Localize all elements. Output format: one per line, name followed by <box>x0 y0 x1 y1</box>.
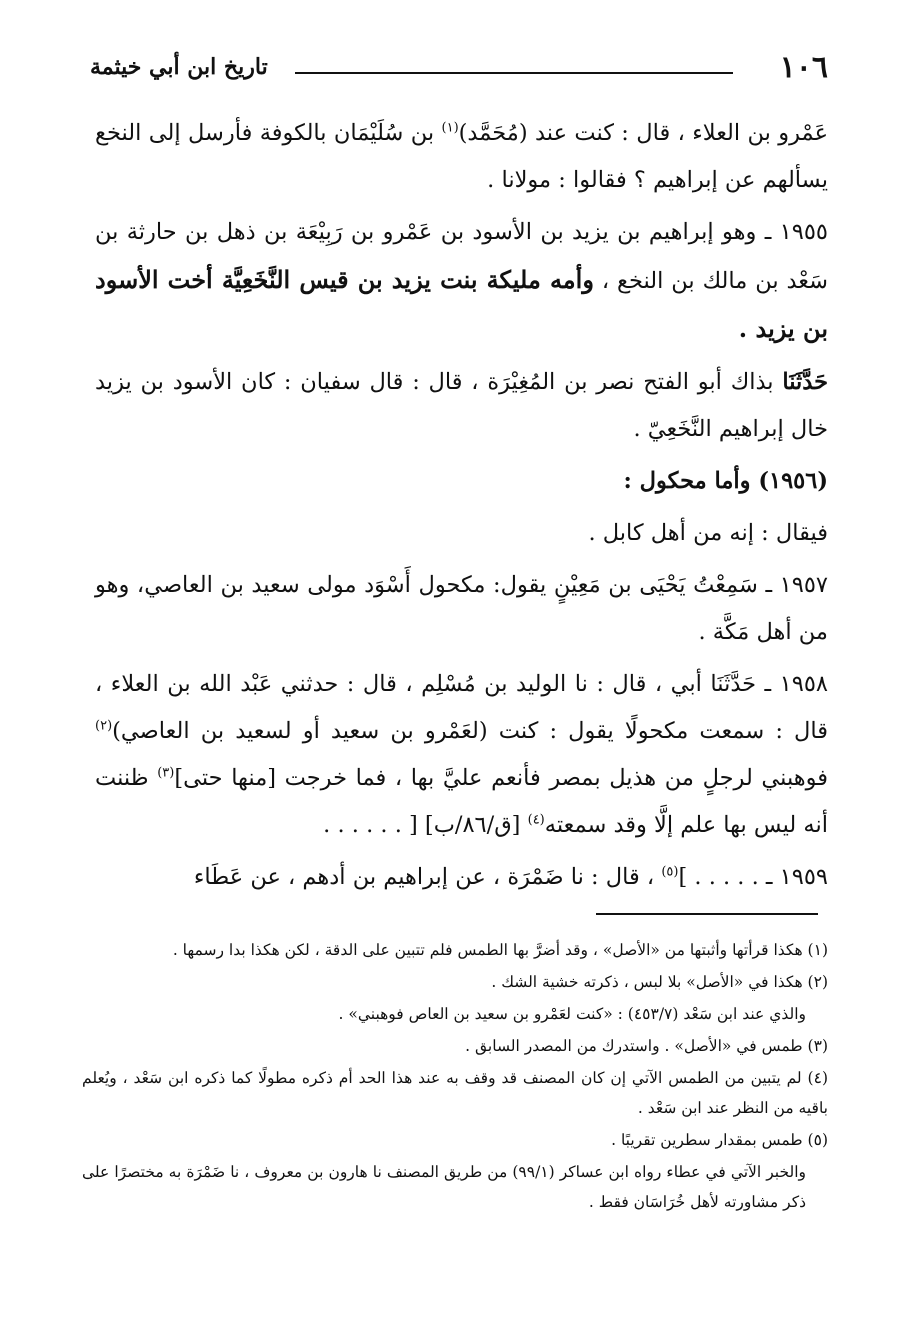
paragraph-1958 <box>95 661 828 849</box>
paragraph-1 <box>95 110 828 204</box>
paragraph-1955-bold: وأمه مليكة بنت يزيد بن قيس النَّخَعِيَّة أخت الأسود بن يزيد . <box>95 265 828 343</box>
paragraph-1958-part2: فوهبني لرجلٍ من هذيل بمصر فأنعم عليَّ بها ، فما خرجت [منها حتى] <box>174 765 829 791</box>
paragraph-1-part1: عَمْرو بن العلاء ، قال : كنت عند (مُحَمَّد) <box>458 120 828 146</box>
footnote-separator <box>596 913 818 915</box>
paragraph-1959-part2: ، قال : نا ضَمْرَة ، عن إبراهيم بن أدهم ، عن عَطَاء <box>193 864 662 890</box>
footnote-ref-3: (٣) <box>157 765 175 781</box>
paragraph-1958-part1: ١٩٥٨ ـ حَدَّثَنَا أبي ، قال : نا الوليد بن مُسْلِم ، قال : حدثني عَبْد الله بن العلاء ، قال : سمعت مكحولًا يقول : كنت (لعَمْرو بن سعيد أو لسعيد بن العاصي) <box>95 671 828 744</box>
paragraph-kabul: فيقال : إنه من أهل كابل . <box>588 520 828 546</box>
footnote-ref-2: (٢) <box>95 718 113 734</box>
footnote-ref-4: (٤) <box>527 812 545 828</box>
paragraph-1958-part4: [ق/٨٦/ب] [ . . . . . . <box>323 812 528 838</box>
footnote-1: (١) هكذا قرأتها وأثبتها من «الأصل» ، وقد أضرَّ بها الطمس فلم تتبين على الدقة ، لكن هكذا بدا رسمها . <box>172 941 828 959</box>
paragraph-1957: ١٩٥٧ ـ سَمِعْتُ يَحْيَى بن مَعِيْنٍ يقول: مكحول أَسْوَد مولى سعيد بن العاصي، وهو من أهل مَكَّة . <box>95 572 828 645</box>
paragraph-haddathana <box>95 359 828 453</box>
page-number: ١٠٦ <box>779 50 828 85</box>
footnote-5: (٥) طمس بمقدار سطرين تقريبًا . <box>611 1131 828 1149</box>
main-text <box>95 110 828 906</box>
book-title: تاريخ ابن أبي خيثمة <box>90 54 268 80</box>
footnote-2-continued: والذي عند ابن سَعْد (٤٥٣/٧) : «كنت لعَمْرو بن سعيد بن العاص فوهبني» . <box>338 1005 806 1023</box>
paragraph-1955-text: ١٩٥٥ ـ وهو إبراهيم بن يزيد بن الأسود بن عَمْرو بن رَبِيْعَة بن ذهل بن حارثة بن سَعْد بن مالك بن النخع ، <box>95 219 829 294</box>
section-heading-makhul: (١٩٥٦) وأما محكول : <box>623 468 828 494</box>
footnote-ref-5: (٥) <box>661 864 679 880</box>
footnotes <box>82 935 828 1219</box>
header-rule <box>295 72 733 74</box>
footnote-3: (٣) طمس في «الأصل» . واستدرك من المصدر السابق . <box>465 1037 828 1055</box>
paragraph-haddathana-lead: حَدَّثَنَا <box>782 369 828 395</box>
page-header <box>90 48 828 92</box>
paragraph-1-part2: بن سُلَيْمَان بالكوفة فأرسل إلى النخع يسألهم عن إبراهيم ؟ فقالوا : مولانا . <box>95 120 828 193</box>
footnote-4: (٤) لم يتبين من الطمس الآتي إن كان المصنف قد وقف به عند هذا الحد أم ذكره مطولًا كما ذكره ابن سَعْد ، ويُعلم باقيه من النظر عند ابن سَعْد . <box>82 1069 828 1117</box>
footnote-5-continued: والخبر الآتي في عطاء رواه ابن عساكر (٩٩/١) من طريق المصنف نا هارون بن معروف ، نا ضَمْرَة به مختصرًا على ذكر مشاورته لأهل خُرَاسَان فقط . <box>82 1163 807 1211</box>
footnote-2: (٢) هكذا في «الأصل» بلا لبس ، ذكرته خشية الشك . <box>491 973 828 991</box>
paragraph-1955 <box>95 209 828 354</box>
paragraph-1959-part1: ١٩٥٩ ـ . . . . . ] <box>678 864 828 890</box>
paragraph-haddathana-text: بذاك أبو الفتح نصر بن المُغِيْرَة ، قال : قال سفيان : كان الأسود بن يزيد خال إبراهيم النَّخَعِيّ . <box>95 369 828 442</box>
paragraph-1959 <box>95 854 828 901</box>
footnote-ref-1: (١) <box>441 120 459 136</box>
paragraph-1958-part3: ظننت أنه ليس بها علم إلَّا وقد سمعته <box>95 765 828 838</box>
